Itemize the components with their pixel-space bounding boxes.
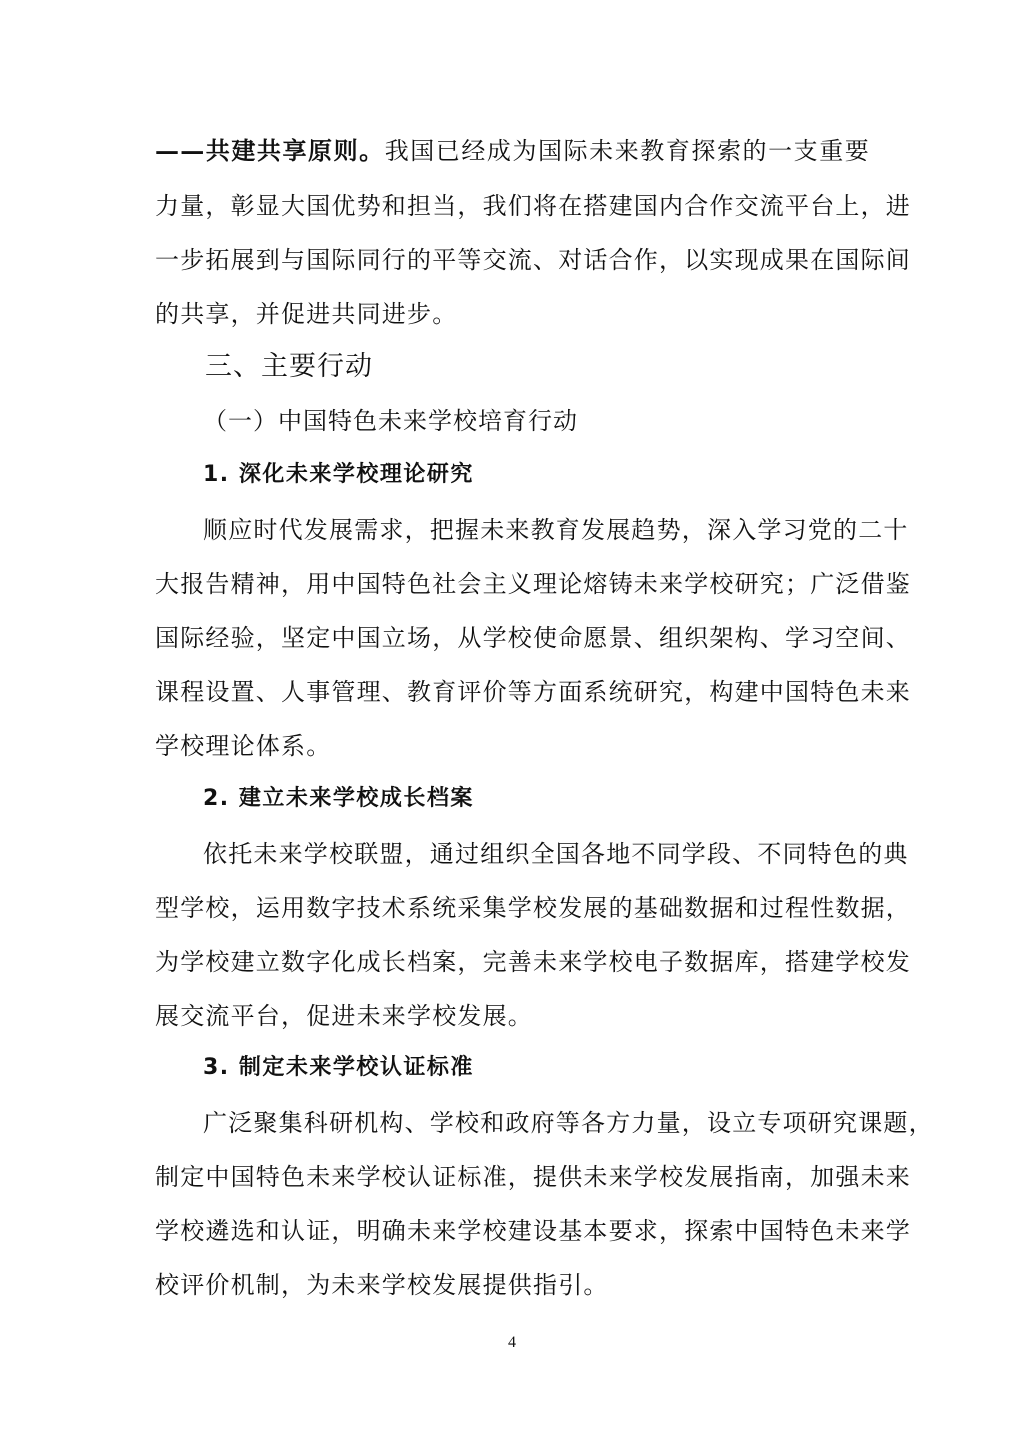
subsection-heading: （一）中国特色未来学校培育行动 [203,407,578,435]
principle-lead: ——共建共享原则。 [155,136,385,165]
item-2-line-2: 型学校，运用数字技术系统采集学校发展的基础数据和过程性数据， [155,894,911,922]
principle-line-2: 力量，彰显大国优势和担当，我们将在搭建国内合作交流平台上，进 [155,192,911,220]
principle-line-1 [155,135,870,167]
item-1-line-5: 学校理论体系。 [155,732,332,760]
item-3-line-1: 广泛聚集科研机构、学校和政府等各方力量，设立专项研究课题， [203,1109,934,1137]
item-3-line-2: 制定中国特色未来学校认证标准，提供未来学校发展指南，加强未来 [155,1163,911,1191]
item-2-heading: 2. 建立未来学校成长档案 [203,786,474,811]
item-1-heading: 1. 深化未来学校理论研究 [203,462,474,487]
principle-line-4: 的共享，并促进共同进步。 [155,300,458,328]
item-3-line-3: 学校遴选和认证，明确未来学校建设基本要求，探索中国特色未来学 [155,1217,911,1245]
principle-line-3: 一步拓展到与国际同行的平等交流、对话合作，以实现成果在国际间 [155,246,911,274]
item-2-line-1: 依托未来学校联盟，通过组织全国各地不同学段、不同特色的典 [203,840,909,868]
page-number: 4 [508,1334,516,1351]
item-3-line-4: 校评价机制，为未来学校发展提供指引。 [155,1271,609,1299]
item-1-line-3: 国际经验，坚定中国立场，从学校使命愿景、组织架构、学习空间、 [155,624,911,652]
item-2-line-4: 展交流平台，促进未来学校发展。 [155,1002,533,1030]
item-1-line-1: 顺应时代发展需求，把握未来教育发展趋势，深入学习党的二十 [203,516,909,544]
item-3-heading: 3. 制定未来学校认证标准 [203,1055,474,1080]
item-1-line-2: 大报告精神，用中国特色社会主义理论熔铸未来学校研究；广泛借鉴 [155,570,911,598]
item-2-line-3: 为学校建立数字化成长档案，完善未来学校电子数据库，搭建学校发 [155,948,911,976]
section-heading: 三、主要行动 [205,351,373,382]
item-1-line-4: 课程设置、人事管理、教育评价等方面系统研究，构建中国特色未来 [155,678,911,706]
principle-text: 我国已经成为国际未来教育探索的一支重要 [384,137,870,165]
